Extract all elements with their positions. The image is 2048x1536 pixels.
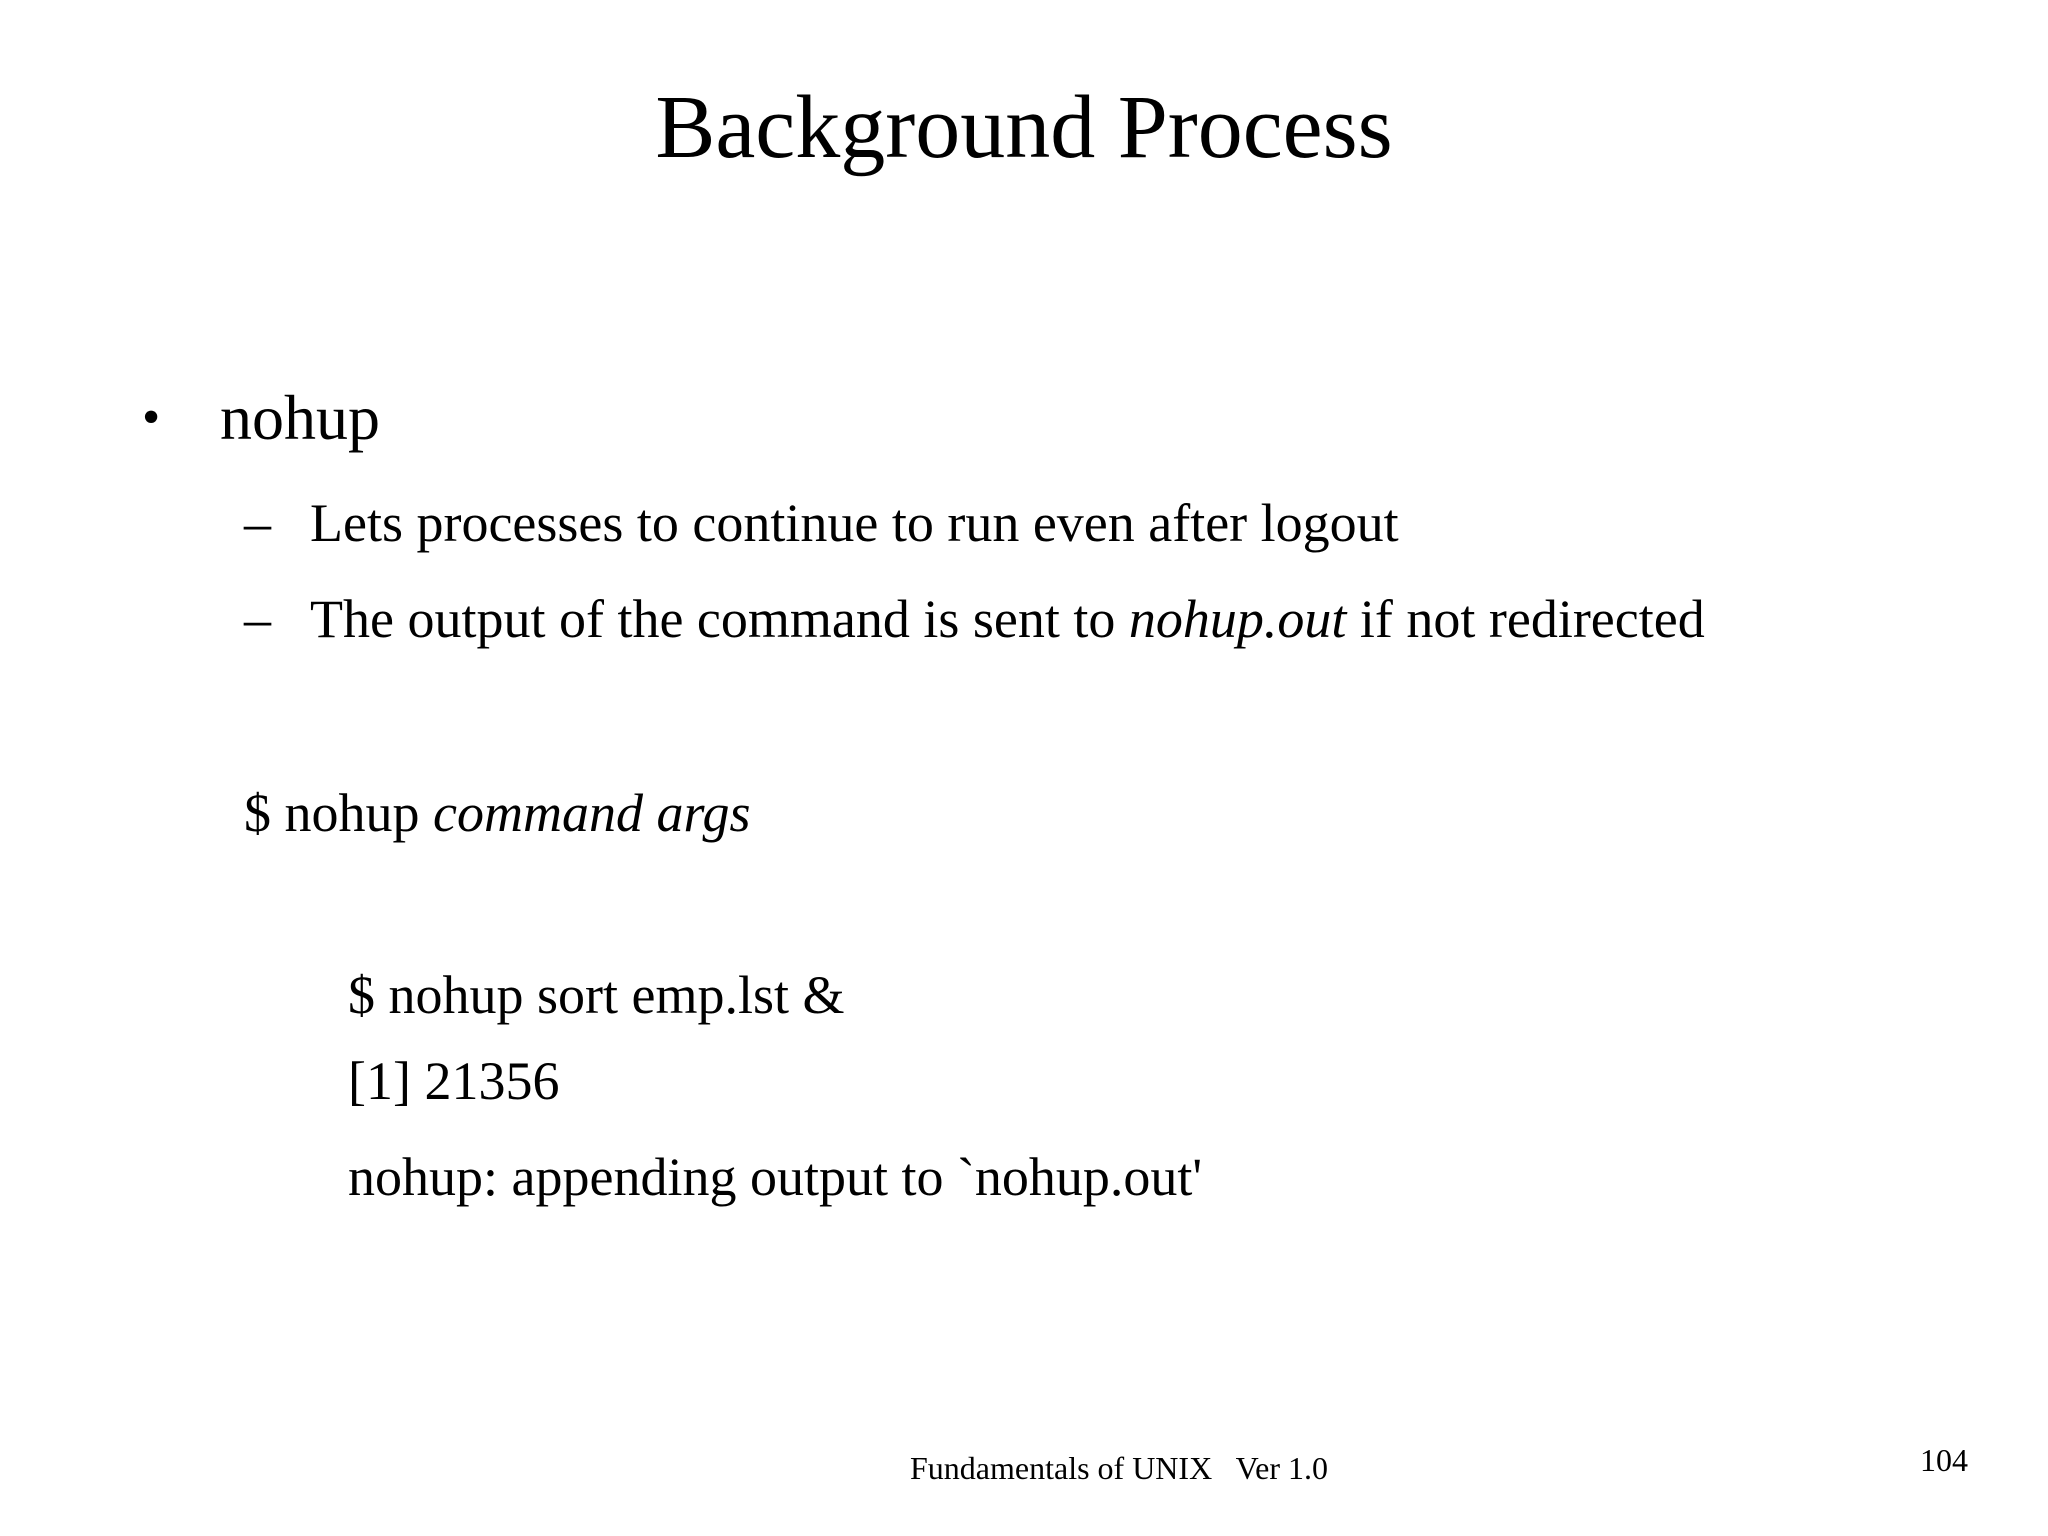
page-number: 104 — [1920, 1442, 1968, 1478]
sub-item-text-before: The output of the command is sent to — [310, 589, 1129, 649]
example-output-message: nohup: appending output to `nohup.out' — [348, 1147, 1203, 1207]
example-command: $ nohup sort emp.lst & — [348, 965, 845, 1025]
sub-item-output — [244, 584, 1705, 654]
slide-title: Background Process — [655, 78, 1393, 177]
bullet-item-nohup — [142, 378, 380, 458]
sub-item-text-italic: nohup.out — [1128, 589, 1347, 649]
sub-item-text: Lets processes to continue to run even after logout — [310, 493, 1399, 553]
dash-marker: – — [244, 589, 271, 649]
syntax-line — [244, 778, 751, 848]
syntax-args: command args — [433, 783, 751, 843]
bullet-marker: • — [142, 389, 161, 446]
example-job-id: [1] 21356 — [348, 1051, 560, 1111]
footer-text: Fundamentals of UNIX Ver 1.0 — [910, 1450, 1329, 1486]
bullet-text: nohup — [220, 382, 380, 453]
dash-marker: – — [244, 493, 271, 553]
sub-item-text-after: if not redirected — [1346, 589, 1705, 649]
syntax-prefix: $ nohup — [244, 783, 433, 843]
sub-item-logout — [244, 488, 1399, 558]
